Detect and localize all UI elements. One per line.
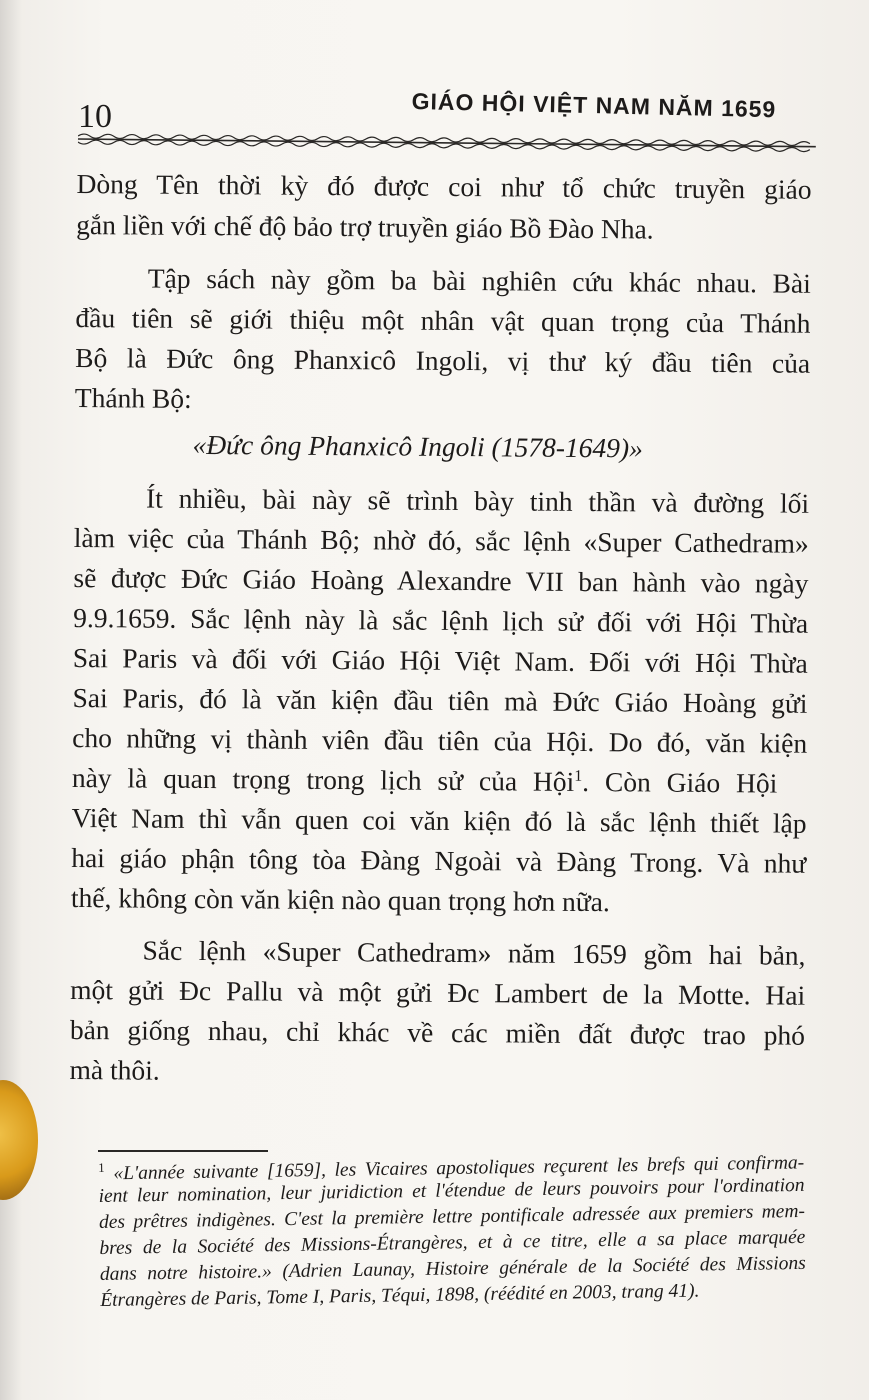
footnote-line: ient leur nomination, leur juridiction et l'étendue de leurs pouvoirs pour l'ordination [98,1174,805,1207]
running-title: GIÁO HỘI VIỆT NAM NĂM 1659 [411,88,777,123]
text-line: Bộ là Đức ông Phanxicô Ingoli, vị thư ký đầu tiên của [75,341,811,379]
text-line: cho những vị thành viên đầu tiên của Hội. Do đó, văn kiện [72,721,808,759]
text-line: Dòng Tên thời kỳ đó được coi như tổ chức truyền giáo [76,167,812,205]
text-line: một gửi Đc Pallu và một gửi Đc Lambert de la Motte. Hai [70,973,806,1011]
footnote-line: des prêtres indigènes. C'est la première lettre pontificale adressée aux premiers mem- [98,1200,806,1233]
footnote-line: dans notre histoire.» (Adrien Launay, Histoire générale de la Société des Missions [99,1252,806,1285]
text-line: 9.9.1659. Sắc lệnh này là sắc lệnh lịch sử đối với Hội Thừa [73,601,809,639]
footnote-mark: 1 [98,1159,105,1175]
footnote-line: Étrangères de Paris, Tome I, Paris, Téqui, 1898, (réédité en 2003, trang 41). [100,1280,700,1311]
text-line: làm việc của Thánh Bộ; nhờ đó, sắc lệnh «Super Cathedram» [73,521,809,559]
footnote-line: bres de la Société des Missions-Étrangères, et à ce titre, elle a sa place marquée [99,1226,806,1259]
text-line: Ít nhiều, bài này sẽ trình bày tinh thần và đường lối [145,482,810,519]
text-line: thế, không còn văn kiện nào quan trọng hơn nữa. [70,881,610,918]
footnote-separator [98,1150,268,1152]
text-line: Việt Nam thì vẫn quen coi văn kiện đó là sắc lệnh thiết lập [71,801,807,839]
text-line: bản giống nhau, chỉ khác về các miền đất được trao phó [69,1013,806,1051]
text-line: Sắc lệnh «Super Cathedram» năm 1659 gồm hai bản, [142,934,806,971]
text-line: Sai Paris và đối với Giáo Hội Việt Nam. Đối với Hội Thừa [72,641,808,679]
footnote-text: «L'année suivante [1659], les Vicaires apostoliques reçurent les brefs qui confirma- [113,1152,805,1185]
text-line: Thánh Bộ: [74,381,192,414]
text-line: sẽ được Đức Giáo Hoàng Alexandre VII ban hành vào ngày [73,561,809,599]
text-line: mà thôi. [69,1053,160,1086]
text-line: hai giáo phận tông tòa Đàng Ngoài và Đàng Trong. Và như [71,841,807,879]
text-line: gắn liền với chế độ bảo trợ truyền giáo Bồ Đào Nha. [76,208,654,245]
study-title: «Đức ông Phanxicô Ingoli (1578-1649)» [192,428,643,464]
text-line-with-footnote [72,762,807,800]
footnote-reference[interactable]: 1 [574,767,583,785]
thumb-at-edge [0,1080,38,1200]
header-ornamental-rule [78,132,816,154]
text-line: Sai Paris, đó là văn kiện đầu tiên mà Đức Giáo Hoàng gửi [72,681,808,719]
page-number: 10 [78,98,112,135]
text-line: Tập sách này gồm ba bài nghiên cứu khác nhau. Bài [147,262,811,299]
text-line: đầu tiên sẽ giới thiệu một nhân vật quan trọng của Thánh [75,301,811,339]
text-segment: . Còn Giáo Hội [582,765,778,799]
text-segment: này là quan trọng trong lịch sử của Hội [71,761,575,797]
